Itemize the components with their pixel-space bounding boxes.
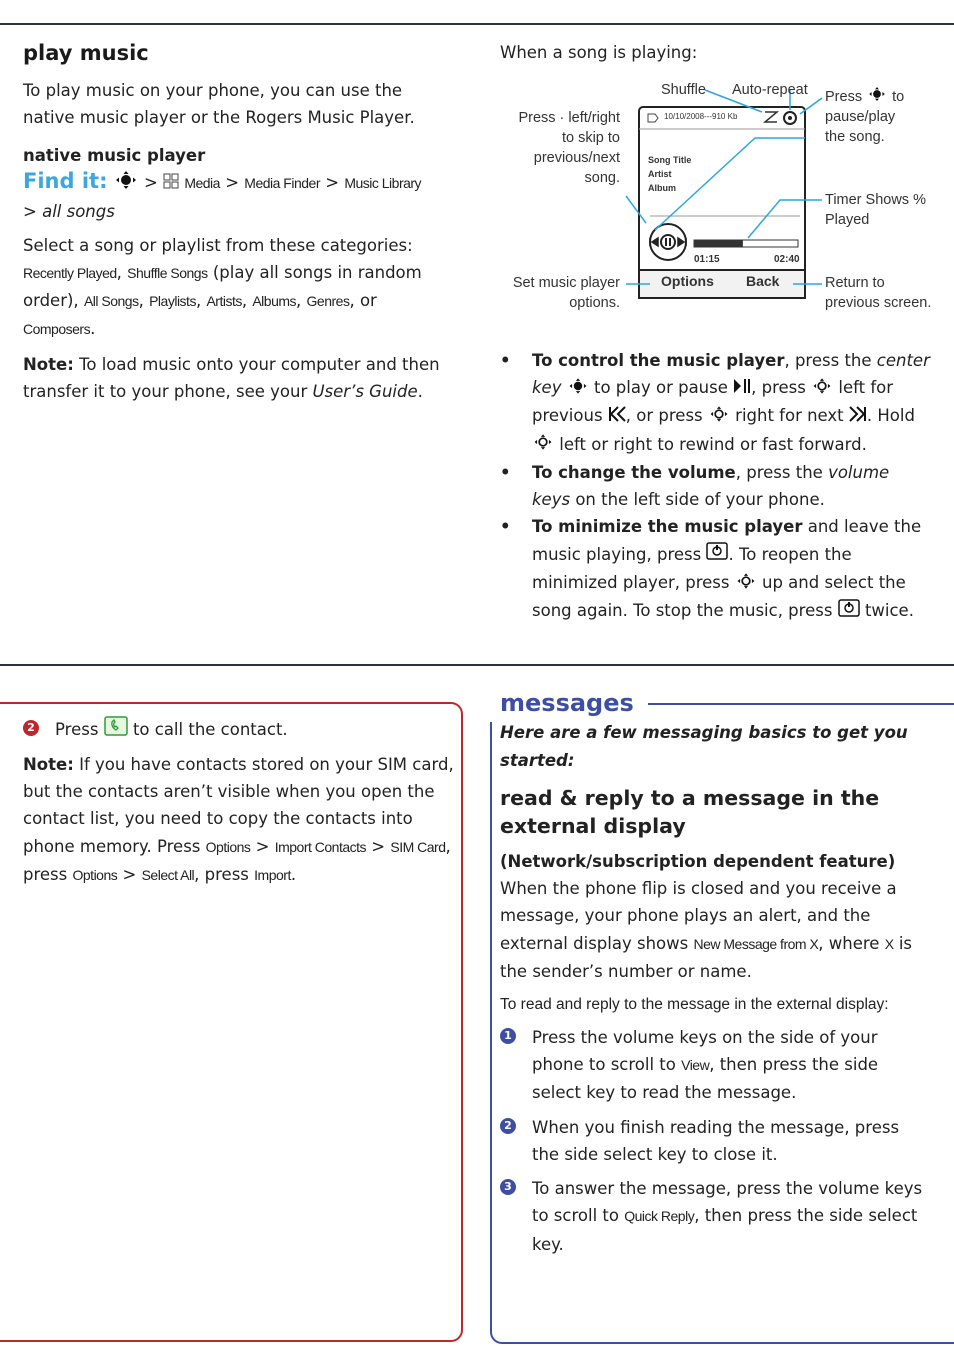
path-media: Media: [184, 175, 220, 191]
path-music-library: Music Library: [344, 175, 422, 191]
previous-track-icon: [608, 403, 626, 430]
note: Note: To load music onto your computer and then transfer it to your phone, see your User’s Guide.: [23, 354, 440, 401]
nav-ring-icon: [735, 570, 757, 597]
message-step-2: 2 When you finish reading the message, press the side select key to close it.: [500, 1114, 930, 1169]
home-key-icon: [706, 541, 728, 568]
player-bullets: [500, 347, 930, 625]
label-timer: Timer Shows % Played: [825, 192, 926, 228]
label-options: Set music player options.: [512, 275, 620, 311]
pause-icon: [661, 235, 675, 249]
nav-key-icon: [113, 170, 139, 198]
send-key-icon: [104, 716, 128, 744]
bullet-control: • To control the music player, press the center key to play or pause , press left for previous , or press right for next . Hold left or right to rewind or fast forward.: [500, 347, 930, 459]
play-pause-icon: [733, 375, 751, 402]
label-pause: Press to pause/play the song.: [825, 89, 905, 146]
middle-rule: [0, 664, 954, 666]
screen-status: 10/10/2008---910 Kb: [664, 112, 738, 121]
steps-lead: To read and reply to the message in the external display:: [500, 996, 889, 1014]
feature-text: (Network/subscription dependent feature) When the phone flip is closed and you receive a message, your phone plays an alert, and the external display shows New Message from X, where X is the sender’s number or name.: [500, 851, 912, 982]
messages-title: messages: [500, 690, 930, 717]
find-it-label: Find it:: [23, 169, 108, 193]
messages-content: [500, 690, 930, 1258]
options-softkey[interactable]: Options: [661, 273, 714, 289]
player-figure: [500, 40, 932, 66]
contact-step: 2 Press to call the contact.: [23, 716, 455, 745]
nav-key-icon: [866, 87, 888, 107]
nav-ring-icon: [811, 375, 833, 402]
label-shuffle: Shuffle: [661, 82, 706, 98]
path-media-finder: Media Finder: [244, 175, 320, 191]
label-return: Return to previous screen.: [825, 275, 932, 311]
messages-heading: read & reply to a message in the external display: [500, 785, 880, 838]
total-time: 02:40: [774, 254, 800, 265]
message-step-3: 3 To answer the message, press the volume keys to scroll to Quick Reply, then press the side select key.: [500, 1175, 930, 1258]
nav-ring-icon: [532, 431, 554, 458]
categories: Recently Played, Shuffle Songs (play all songs in random order), All Songs, Playlists, Artists, Albums, Genres, or Composers.: [23, 262, 422, 338]
next-track-icon: [849, 403, 867, 430]
message-step-1: 1 Press the volume keys on the side of your phone to scroll to View, then press the side select key to read the message.: [500, 1024, 930, 1107]
section-title: play music: [23, 41, 149, 65]
step-number: 2: [23, 720, 39, 736]
figure-caption: When a song is playing:: [500, 43, 698, 62]
screen-song-info: Song Title Artist Album: [648, 155, 692, 193]
contacts-note: Note: If you have contacts stored on your SIM card, but the contacts aren’t visible when you open the contact list, you need to copy the contacts into phone memory. Press Options > Import Contacts > SIM Card, press Options > Select All, press Import.: [23, 754, 454, 884]
find-it-path: Find it: > Media > Media Finder > Music Library > all songs: [23, 169, 422, 221]
top-rule: [0, 23, 954, 25]
home-key-icon: [838, 598, 860, 625]
intro-text: To play music on your phone, you can use the native music player or the Rogers Music Player.: [23, 81, 415, 127]
select-text: Select a song or playlist from these categories:: [23, 235, 413, 255]
messages-intro: Here are a few messaging basics to get you started:: [500, 723, 908, 770]
bullet-volume: • To change the volume, press the volume keys on the left side of your phone.: [500, 459, 930, 514]
subhead: native music player: [23, 146, 206, 165]
path-all-songs: all songs: [42, 201, 115, 221]
nav-ring-icon: [708, 403, 730, 430]
label-auto-repeat: Auto-repeat: [732, 82, 808, 98]
contacts-content: [23, 716, 455, 889]
back-softkey[interactable]: Back: [746, 273, 780, 289]
bullet-minimize: • To minimize the music player and leave the music playing, press . To reopen the minimized player, press up and select the song again. To stop the music, press twice.: [500, 513, 930, 625]
elapsed-time: 01:15: [694, 254, 720, 265]
center-key-icon: [567, 375, 589, 402]
progress-fill: [694, 240, 743, 247]
media-grid-icon: [163, 170, 179, 198]
label-skip: Press · left/right to skip to previous/next song.: [518, 110, 620, 186]
play-music-section: [23, 40, 453, 405]
